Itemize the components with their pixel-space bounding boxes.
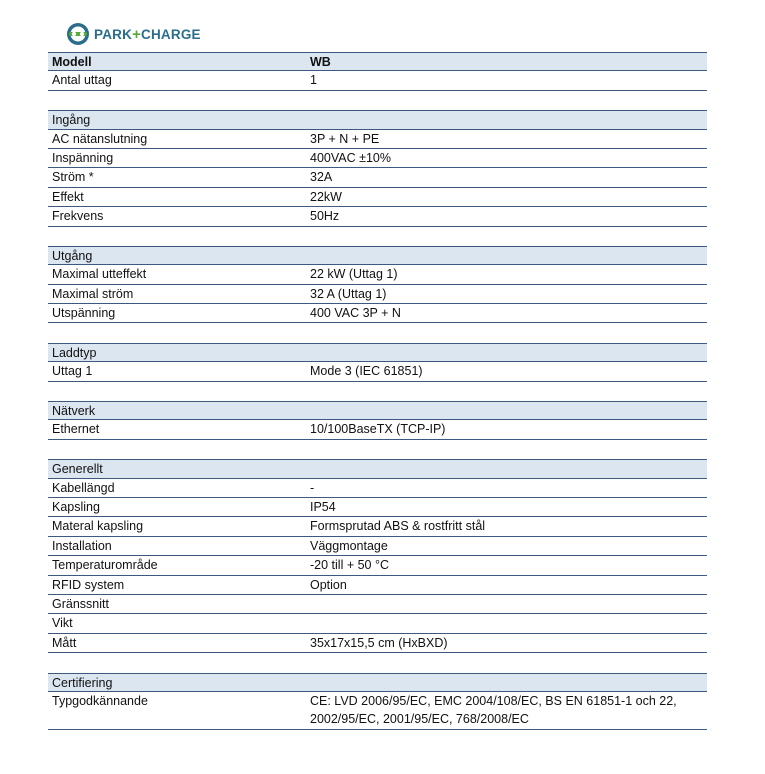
spec-label: RFID system [52,577,125,592]
spec-row [48,207,707,226]
spec-value: 32A [310,170,333,185]
spec-value: CE: LVD 2006/95/EC, EMC 2004/108/EC, BS EN 61851-1 och 22, 2002/95/EC, 2001/95/EC, 768/2008/EC [310,693,677,726]
spec-value: 32 A (Uttag 1) [310,286,387,301]
spec-label: Typgodkännande [52,693,148,708]
spec-label: Maximal ström [52,286,134,301]
section-spacer [48,91,707,110]
spec-row [48,692,707,730]
section-title: Generellt [52,462,103,477]
section-header [48,459,707,478]
spec-label: Ström * [52,170,94,185]
spec-value: 22 kW (Uttag 1) [310,267,398,282]
spec-row [48,265,707,284]
spec-row [48,517,707,536]
spec-value: 1 [310,73,317,88]
spec-row [48,304,707,323]
section-header [48,246,707,265]
spec-row [48,71,707,90]
spec-label: Materal kapsling [52,519,144,534]
spec-value: 400VAC ±10% [310,150,391,165]
section-spacer [48,323,707,342]
spec-value: 22kW [310,189,342,204]
spec-row [48,420,707,439]
spec-label: Maximal utteffekt [52,267,147,282]
section-title: Laddtyp [52,345,97,360]
park-charge-logo [66,22,201,46]
spec-value: - [310,480,315,495]
section-spacer [48,653,707,672]
spec-row [48,362,707,381]
section-title: Certifiering [52,675,113,690]
spec-value: WB [310,55,331,69]
spec-label: Ethernet [52,422,100,437]
section-title: Ingång [52,113,91,128]
spec-label: Uttag 1 [52,364,93,379]
spec-value: Option [310,577,347,592]
spec-row [48,614,707,633]
section-title: Nätverk [52,404,96,419]
spec-row [48,130,707,149]
spec-row [48,479,707,498]
section-title: Utgång [52,248,93,263]
spec-row [48,634,707,653]
spec-table [48,52,707,730]
section-header [48,343,707,362]
spec-row [48,285,707,304]
spec-value: 10/100BaseTX (TCP-IP) [310,422,446,437]
spec-label: Installation [52,538,112,553]
spec-value: IP54 [310,499,336,514]
spec-label: Antal uttag [52,73,112,88]
spec-label: Utspänning [52,306,116,321]
spec-value: 35x17x15,5 cm (HxBXD) [310,635,448,650]
spec-label: Modell [52,55,92,69]
spec-row [48,52,707,71]
logo-wordmark: PARK+CHARGE [94,25,201,43]
spec-label: Effekt [52,189,84,204]
park-charge-logo-icon [66,22,90,46]
spec-label: AC nätanslutning [52,131,148,146]
spec-label: Frekvens [52,209,104,224]
section-spacer [48,440,707,459]
spec-value: 400 VAC 3P + N [310,306,401,321]
spec-label: Mått [52,635,77,650]
section-header [48,401,707,420]
spec-value: 50Hz [310,209,340,224]
section-spacer [48,227,707,246]
spec-label: Inspänning [52,150,114,165]
spec-row [48,188,707,207]
spec-value: Formsprutad ABS & rostfritt stål [310,519,486,534]
spec-row [48,149,707,168]
spec-value: Väggmontage [310,538,388,553]
spec-value: Mode 3 (IEC 61851) [310,364,423,379]
spec-label: Gränssnitt [52,596,109,611]
section-spacer [48,382,707,401]
spec-value: 3P + N + PE [310,131,380,146]
section-header [48,110,707,129]
spec-label: Temperaturområde [52,558,158,573]
section-header [48,673,707,692]
spec-value: -20 till + 50 °C [310,558,389,573]
spec-row [48,556,707,575]
spec-row [48,576,707,595]
spec-label: Vikt [52,616,73,631]
spec-row [48,168,707,187]
spec-label: Kabellängd [52,480,115,495]
spec-row [48,498,707,517]
spec-label: Kapsling [52,499,100,514]
spec-row [48,537,707,556]
spec-row [48,595,707,614]
